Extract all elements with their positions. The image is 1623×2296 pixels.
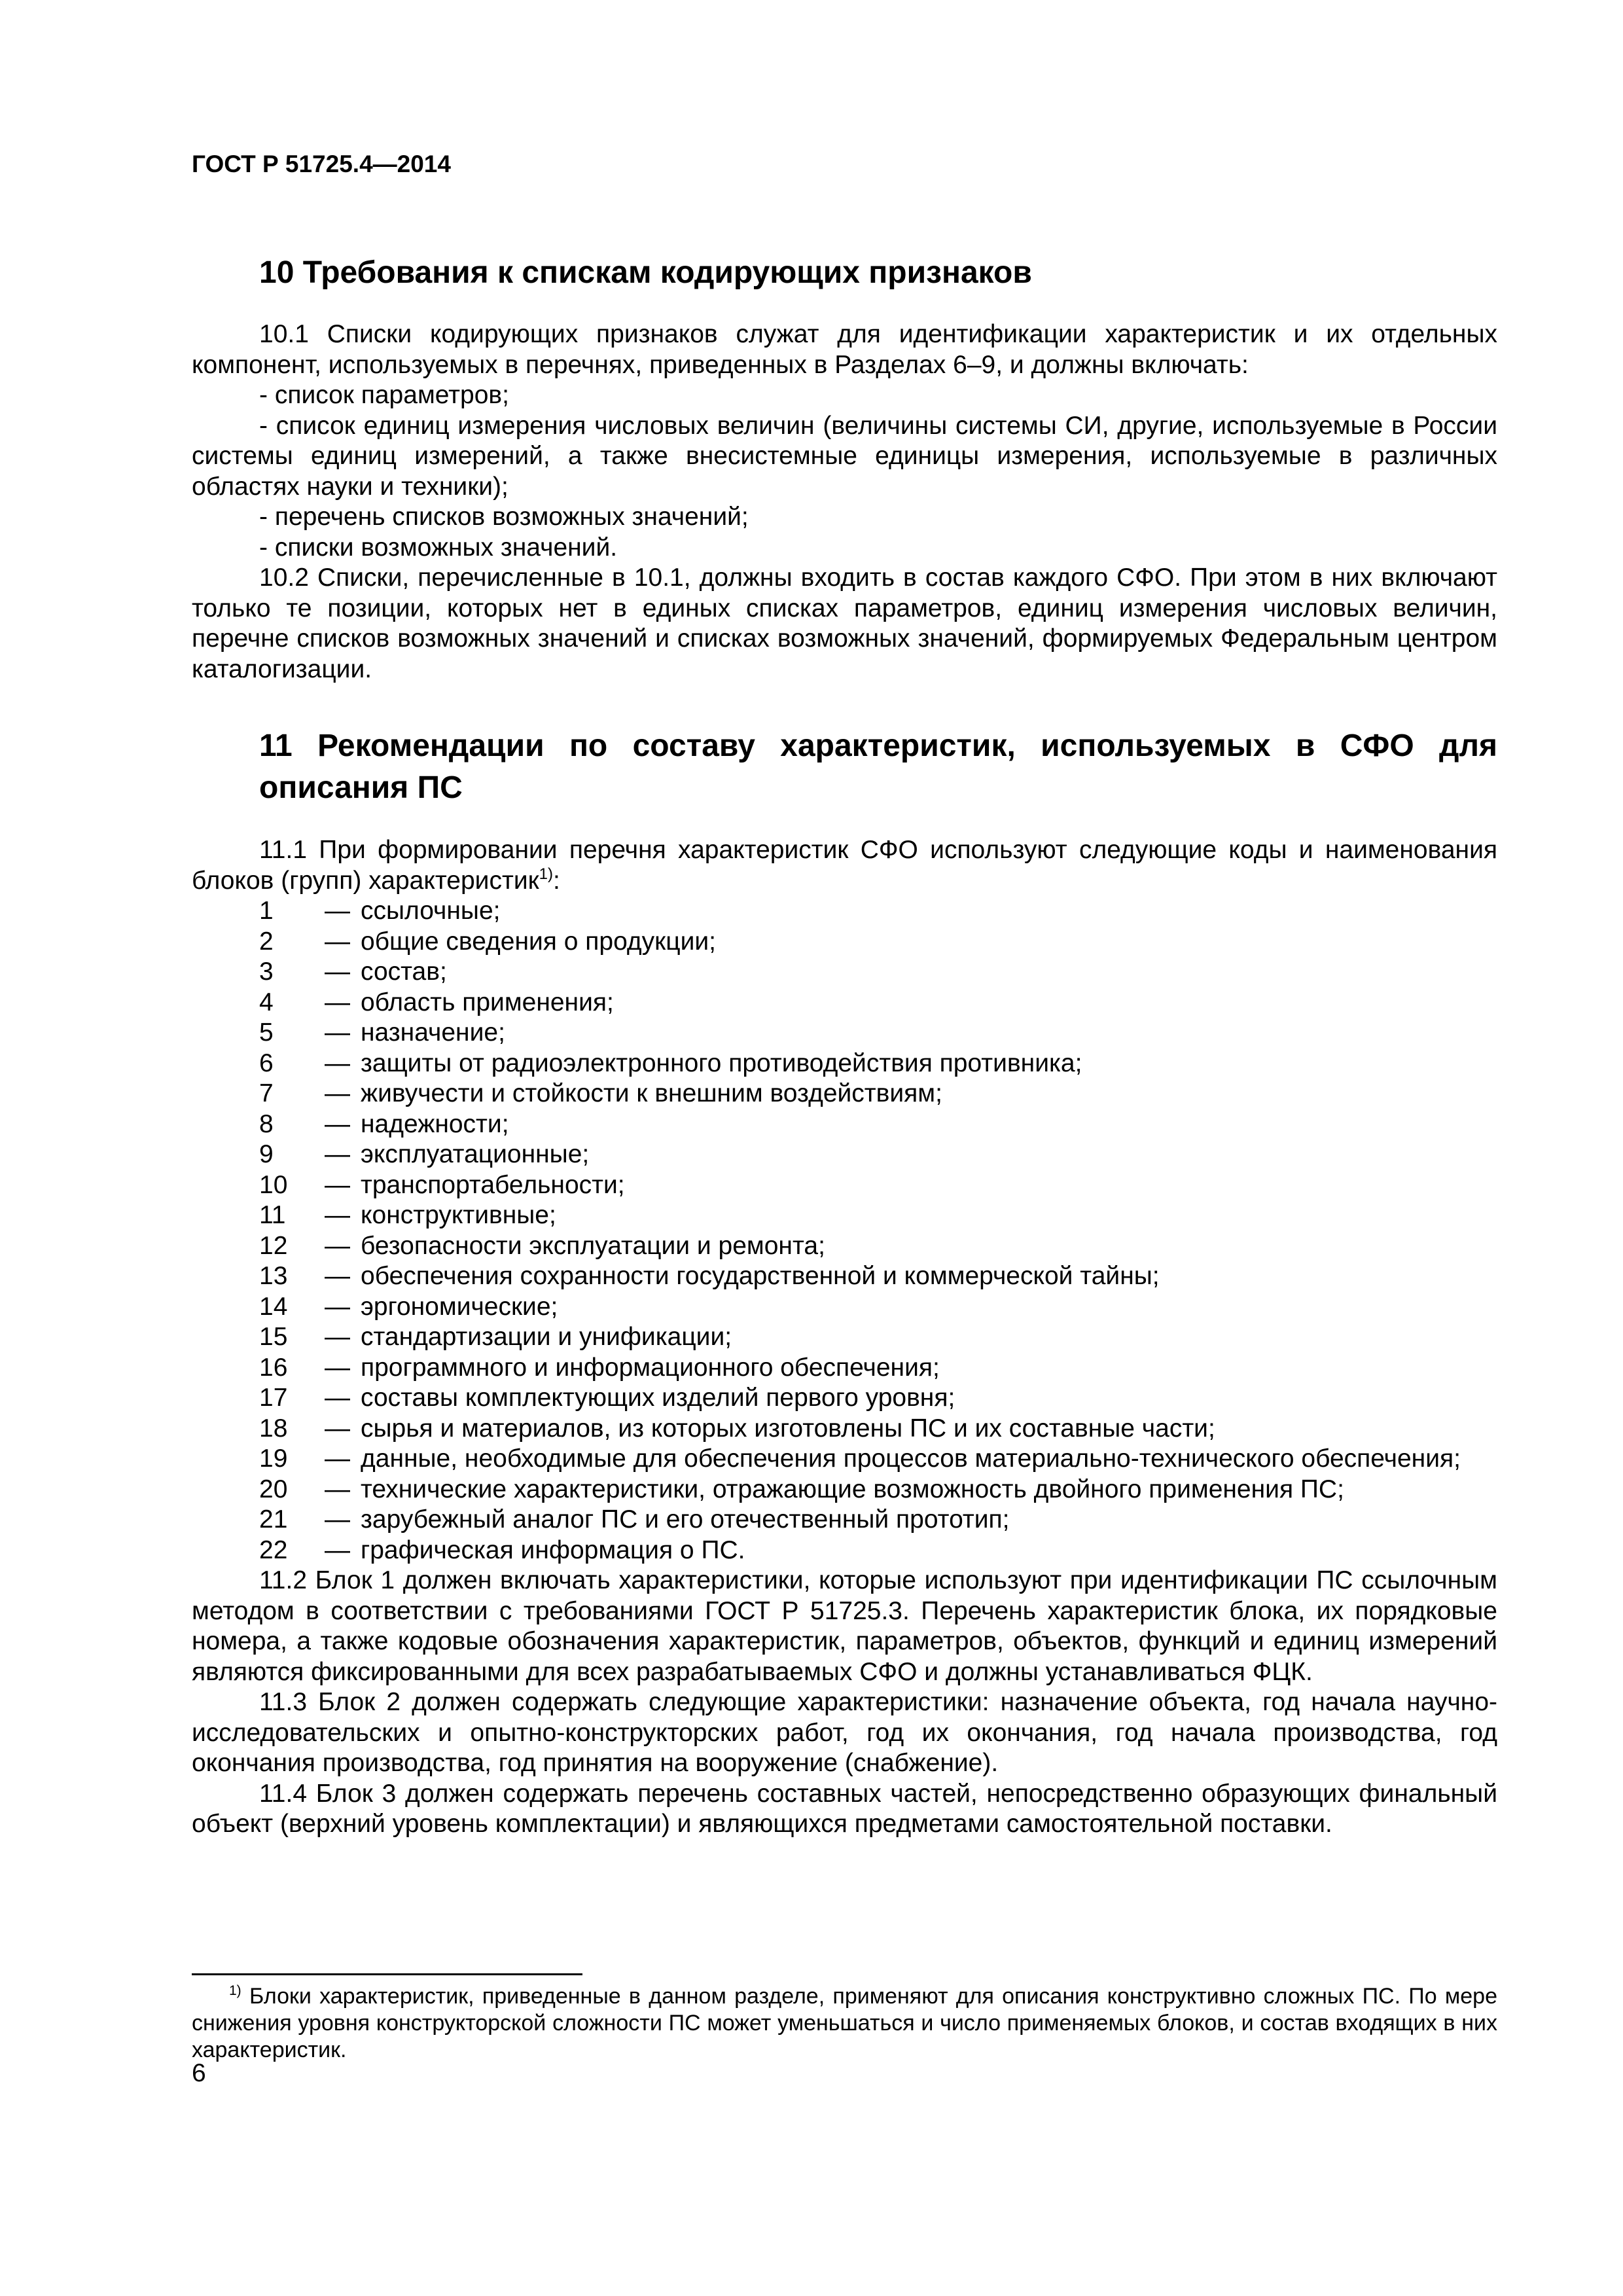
em-dash: — (325, 1201, 350, 1229)
block-name: сырья и материалов, из которых изготовлены ПС и их составные части; (361, 1414, 1215, 1443)
block-name: обеспечения сохранности государственной и коммерческой тайны; (361, 1262, 1160, 1290)
document-body (192, 252, 1497, 1840)
block-list-item (192, 988, 1497, 1018)
em-dash: — (325, 1475, 350, 1503)
footnote (192, 1983, 1497, 2064)
block-code: 14 (259, 1292, 288, 1321)
block-name: транспортабельности; (361, 1170, 625, 1199)
block-name: стандартизации и унификации; (361, 1323, 732, 1351)
block-code: 9 (259, 1140, 274, 1168)
block-name: живучести и стойкости к внешним воздействиям; (361, 1079, 942, 1107)
page-number: 6 (192, 2059, 206, 2087)
paragraph-11-4: 11.4 Блок 3 должен содержать перечень составных частей, непосредственно образующих финальный объект (верхний уровень комплектации) и являющихся предметами самостоятельной поставки. (192, 1779, 1497, 1838)
list-item-value-lists-index: - перечень списков возможных значений; (259, 503, 749, 531)
block-list-item (192, 1383, 1497, 1414)
em-dash: — (325, 1170, 350, 1199)
paragraph-11-1-text: 11.1 При формировании перечня характеристик СФО используют следующие коды и наименования блоков (групп) характеристик (192, 836, 1497, 895)
block-list-item (192, 1231, 1497, 1262)
block-code: 16 (259, 1353, 288, 1382)
block-code: 6 (259, 1049, 274, 1077)
block-list-item (192, 1414, 1497, 1444)
em-dash: — (325, 1323, 350, 1351)
paragraph-11-2: 11.2 Блок 1 должен включать характеристики, которые используют при идентификации ПС ссылочным методом в соответствии с требованиями ГОСТ Р 51725.3. Перечень характеристик блока, их порядковые номера, а также кодовые обозначения характеристик, параметров, объектов, функций и единиц измерений являются фиксированными для всех разрабатываемых СФО и должны устанавливаться ФЦК. (192, 1566, 1497, 1686)
block-list-item (192, 927, 1497, 958)
em-dash: — (325, 1353, 350, 1382)
em-dash: — (325, 1109, 350, 1138)
block-name: конструктивные; (361, 1201, 556, 1229)
block-list-item (192, 1139, 1497, 1170)
block-code: 10 (259, 1170, 288, 1199)
paragraph-11-3: 11.3 Блок 2 должен содержать следующие характеристики: назначение объекта, год начала научно-исследовательских и опытно-конструкторских работ, год их окончания, год начала производства, год окончания производства, год принятия на вооружение (снабжение). (192, 1688, 1497, 1777)
block-code: 13 (259, 1262, 288, 1290)
block-list-item (192, 1018, 1497, 1049)
em-dash: — (325, 927, 350, 956)
block-name: программного и информационного обеспечения; (361, 1353, 940, 1382)
em-dash: — (325, 1018, 350, 1047)
block-name: назначение; (361, 1018, 505, 1047)
em-dash: — (325, 988, 350, 1016)
block-list-item (192, 1535, 1497, 1566)
block-list-item (192, 1444, 1497, 1475)
paragraph-11-1-tail: : (553, 866, 560, 895)
block-list-item (192, 1292, 1497, 1323)
paragraph-10-1: 10.1 Списки кодирующих признаков служат для идентификации характеристик и их отдельных компонент, используемых в перечнях, приведенных в Разделах 6–9, и должны включать: (192, 320, 1497, 379)
em-dash: — (325, 1231, 350, 1260)
em-dash: — (325, 1444, 350, 1473)
footnote-separator (192, 1973, 582, 1975)
em-dash: — (325, 1140, 350, 1168)
block-name: состав; (361, 958, 447, 986)
list-item-value-lists: - списки возможных значений. (259, 533, 618, 562)
paragraph-10-2: 10.2 Списки, перечисленные в 10.1, должны входить в состав каждого СФО. При этом в них включают только те позиции, которых нет в единых списках параметров, единиц измерения числовых величин, перечне списков возможных значений и списках возможных значений, формируемых Федеральным центром каталогизации. (192, 564, 1497, 683)
block-code: 11 (259, 1201, 286, 1229)
block-name: технические характеристики, отражающие возможность двойного применения ПС; (361, 1475, 1344, 1503)
block-name: защиты от радиоэлектронного противодействия противника; (361, 1049, 1082, 1077)
block-list-item (192, 957, 1497, 988)
block-code: 20 (259, 1475, 288, 1503)
em-dash: — (325, 958, 350, 986)
block-code: 15 (259, 1323, 288, 1351)
block-code: 4 (259, 988, 274, 1016)
block-list-item (192, 1261, 1497, 1292)
block-code: 22 (259, 1535, 288, 1564)
block-list-item (192, 896, 1497, 927)
block-code: 21 (259, 1505, 288, 1534)
em-dash: — (325, 1414, 350, 1443)
block-list-item (192, 1505, 1497, 1535)
em-dash: — (325, 897, 350, 925)
block-name: область применения; (361, 988, 614, 1016)
block-codes-list (192, 896, 1497, 1566)
em-dash: — (325, 1535, 350, 1564)
em-dash: — (325, 1505, 350, 1534)
block-code: 18 (259, 1414, 288, 1443)
block-code: 2 (259, 927, 274, 956)
em-dash: — (325, 1384, 350, 1412)
list-item-parameters: - список параметров; (259, 381, 509, 409)
paragraph-11-1 (192, 835, 1497, 896)
block-name: ссылочные; (361, 897, 501, 925)
block-name: эргономические; (361, 1292, 558, 1321)
list-item-units: - список единиц измерения числовых величин (величины системы СИ, другие, используемые в России системы единиц измерений, а также внесистемные единицы измерения, используемые в различных областях науки и техники); (192, 411, 1497, 501)
em-dash: — (325, 1262, 350, 1290)
block-code: 5 (259, 1018, 274, 1047)
block-name: общие сведения о продукции; (361, 927, 716, 956)
footnote-reference[interactable]: 1) (539, 865, 554, 883)
section-10-heading: 10 Требования к спискам кодирующих признаков (259, 255, 1032, 290)
block-list-item (192, 1079, 1497, 1109)
em-dash: — (325, 1079, 350, 1107)
block-list-item (192, 1200, 1497, 1231)
block-list-item (192, 1109, 1497, 1140)
block-name: графическая информация о ПС. (361, 1535, 745, 1564)
block-code: 19 (259, 1444, 288, 1473)
block-code: 7 (259, 1079, 274, 1107)
block-name: данные, необходимые для обеспечения процессов материально-технического обеспечения; (361, 1444, 1461, 1473)
em-dash: — (325, 1049, 350, 1077)
section-11-heading: 11 Рекомендации по составу характеристик, используемых в СФО для описания ПС (259, 728, 1497, 805)
document-header: ГОСТ Р 51725.4—2014 (192, 151, 451, 177)
footnote-text: Блоки характеристик, приведенные в данном разделе, применяют для описания конструктивно сложных ПС. По мере снижения уровня конструкторской сложности ПС может уменьшаться и число применяемых блоков, и состав входящих в них характеристик. (192, 1984, 1497, 2062)
block-list-item (192, 1170, 1497, 1201)
block-list-item (192, 1322, 1497, 1353)
block-name: надежности; (361, 1109, 509, 1138)
block-code: 17 (259, 1384, 288, 1412)
block-list-item (192, 1475, 1497, 1505)
em-dash: — (325, 1292, 350, 1321)
block-list-item (192, 1353, 1497, 1384)
block-code: 3 (259, 958, 274, 986)
footnote-mark: 1) (229, 1983, 241, 1998)
block-name: безопасности эксплуатации и ремонта; (361, 1231, 825, 1260)
block-name: составы комплектующих изделий первого уровня; (361, 1384, 955, 1412)
block-code: 1 (259, 897, 274, 925)
block-name: зарубежный аналог ПС и его отечественный прототип; (361, 1505, 1010, 1534)
block-code: 8 (259, 1109, 274, 1138)
block-code: 12 (259, 1231, 288, 1260)
block-name: эксплуатационные; (361, 1140, 590, 1168)
block-list-item (192, 1049, 1497, 1079)
